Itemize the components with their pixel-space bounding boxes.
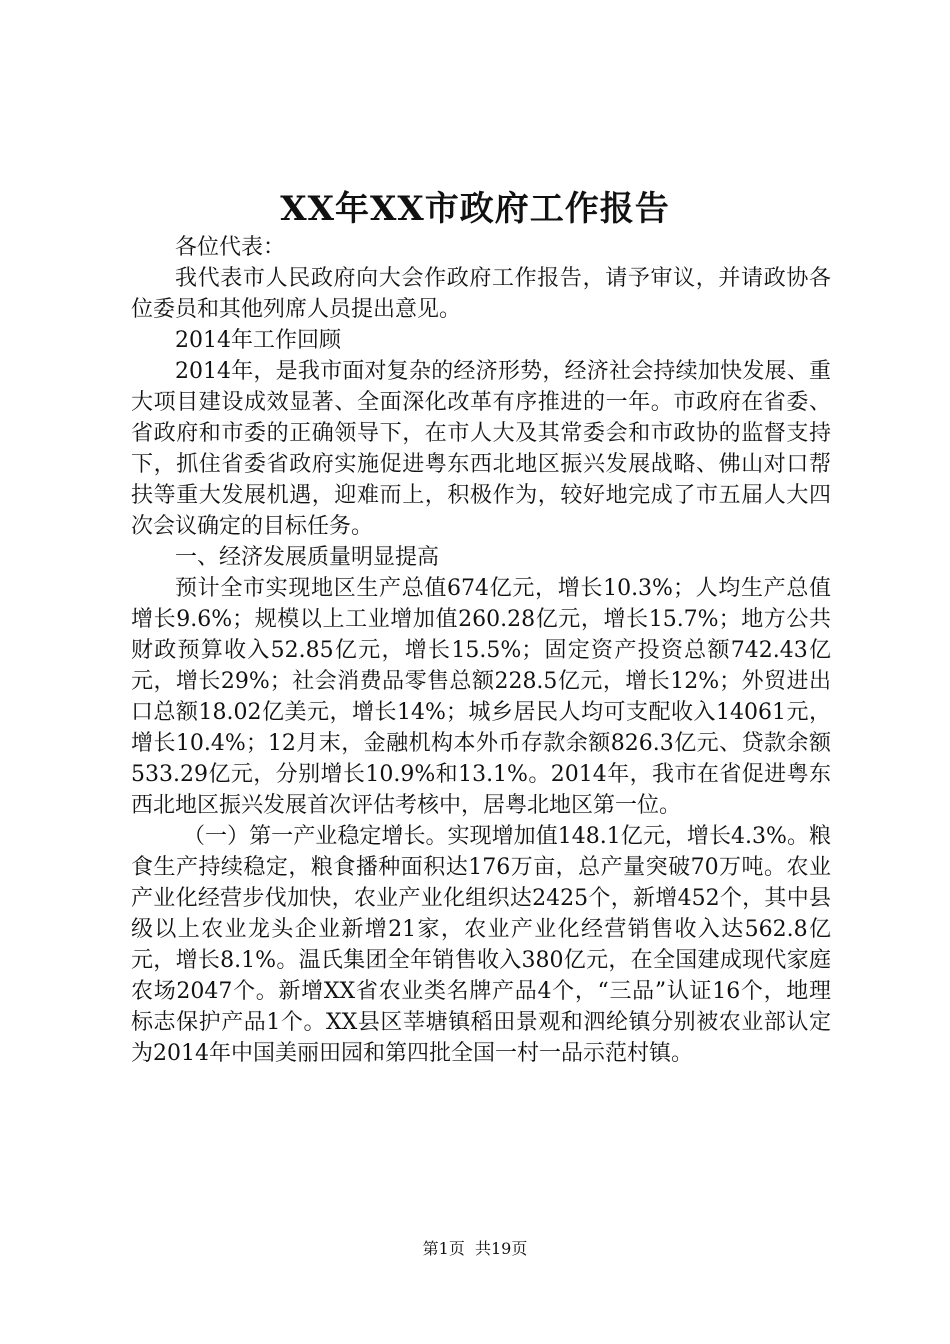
section-heading: 一、经济发展质量明显提高 <box>175 545 440 570</box>
body-paragraph: （一）第一产业稳定增长。实现增加值148.1亿元，增长4.3%。粮食生产持续稳定，粮食播种面积达176万亩，总产量突破70万吨。农业产业化经营步伐加快，农业产业化组织达2425个，新增452个，其中县级以上农业龙头企业新增21家，农业产业化经营销售收入达562.8亿元，增长8.1%。温氏集团全年销售收入380亿元，在全国建成现代家庭农场2047个。新增XX省农业类名牌产品4个，“三品”认证16个，地理标志保护产品1个。XX县区莘塘镇稻田景观和泗纶镇分别被农业部认定为2014年中国美丽田园和第四批全国一村一品示范村镇。 <box>131 824 831 1066</box>
document-title: XX年XX市政府工作报告 <box>280 189 670 229</box>
body-paragraph: 我代表市人民政府向大会作政府工作报告，请予审议，并请政协各位委员和其他列席人员提出意见。 <box>131 266 831 322</box>
document-body <box>131 232 831 1069</box>
page-number: 第1页 共19页 <box>422 1239 528 1258</box>
body-paragraph: 2014年，是我市面对复杂的经济形势，经济社会持续加快发展、重大项目建设成效显著、全面深化改革有序推进的一年。市政府在省委、省政府和市委的正确领导下，在市人大及其常委会和市政协的监督支持下，抓住省委省政府实施促进粤东西北地区振兴发展战略、佛山对口帮扶等重大发展机遇，迎难而上，积极作为，较好地完成了市五届人大四次会议确定的目标任务。 <box>131 359 831 539</box>
section-heading: 2014年工作回顾 <box>175 328 341 353</box>
page-footer <box>0 1238 950 1260</box>
body-paragraph: 预计全市实现地区生产总值674亿元，增长10.3%；人均生产总值增长9.6%；规模以上工业增加值260.28亿元，增长15.7%；地方公共财政预算收入52.85亿元，增长15.5%；固定资产投资总额742.43亿元，增长29%；社会消费品零售总额228.5亿元，增长12%；外贸进出口总额18.02亿美元，增长14%；城乡居民人均可支配收入14061元，增长10.4%；12月末，金融机构本外币存款余额826.3亿元、贷款余额533.29亿元，分别增长10.9%和13.1%。2014年，我市在省促进粤东西北地区振兴发展首次评估考核中，居粤北地区第一位。 <box>131 576 831 818</box>
salutation: 各位代表： <box>175 235 286 260</box>
